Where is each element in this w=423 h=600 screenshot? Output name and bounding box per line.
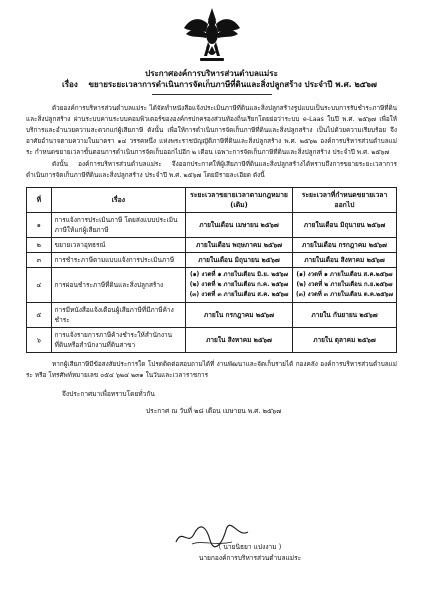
- dateline: ประกาศ ณ วันที่ ๒๘ เดือน เมษายน พ.ศ. ๒๕๖๗: [146, 407, 282, 415]
- garuda-emblem-icon: [180, 6, 244, 66]
- row-no: ๑: [27, 213, 52, 238]
- row-law: ภายใน กรกฎาคม ๒๕๖๗: [186, 303, 293, 328]
- header-law: ระยะเวลาขยายเวลาตามกฎหมาย (เดิม): [186, 188, 293, 213]
- table-row: [27, 303, 397, 328]
- announcement-subject: [62, 79, 397, 90]
- header-item: เรื่อง: [51, 188, 185, 213]
- row-extended: ภายในเดือน มิถุนายน ๒๕๖๗: [292, 213, 396, 238]
- row-item: การแจ้งการประเมินภาษี โดยส่งแบบประเมินภาษีให้แก่ผู้เสียภาษี: [51, 213, 185, 238]
- title-divider: [152, 94, 272, 95]
- subject-label: เรื่อง: [62, 80, 78, 89]
- announce-line: จึงประกาศมาเพื่อทราบโดยทั่วกัน: [62, 390, 155, 398]
- row-no: ๕: [27, 303, 52, 328]
- body-paragraph-2: ดังนั้น องค์การบริหารส่วนตำบลแม่ระ จึงออกประกาศให้ผู้เสียภาษีที่ดินและสิ่งปลูกสร้างได้ทราบถึงการขยายระยะเวลาการดำเนินการจัดเก็บภาษีที่ดินและสิ่งปลูกสร้าง ประจำปี พ.ศ. ๒๕๖๗ โดยมีรายละเอียด ดังนี้: [26, 160, 397, 179]
- row-item: การผ่อนชำระภาษีที่ดินและสิ่งปลูกสร้าง: [51, 268, 185, 303]
- table-row: [27, 238, 397, 253]
- extended-installment-1: (๑) งวดที่ ๑ ภายในเดือน ส.ค.๒๕๖๗: [296, 271, 393, 278]
- row-no: ๒: [27, 238, 52, 253]
- row-extended: ภายใน กันยายน ๒๕๖๗: [292, 303, 396, 328]
- row-extended: ภายใน ตุลาคม ๒๕๖๗: [292, 328, 396, 353]
- row-no: ๓: [27, 253, 52, 268]
- row-law: ภายในเดือน เมษายน ๒๕๖๗: [186, 213, 293, 238]
- body-paragraph-1: ด้วยองค์การบริหารส่วนตำบลแม่ระ ได้จัดทำหนังสือแจ้งประเมินภาษีที่ดินและสิ่งปลูกสร้างรูปแบบเป็นระบบการรับชำระภาษีที่ดินและสิ่งปลูกสร้าง ผ่านระบบคานระบบคอมพิวเตอร์ขององค์กรปกครองส่วนท้องถิ่นเรียกโดยย่อว่าระบบ e-Laas ในปี พ.ศ. ๒๕๖๗ เพื่อให้บริการและอำนวยความสะดวกแก่ผู้เสียภาษี ดังนั้น เพื่อให้การดำเนินการจัดเก็บภาษีที่ดินและสิ่งปลูกสร้าง เป็นไปด้วยความเรียบร้อย จึงอาศัยอำนาจตามความในมาตรา ๑๔ วรรคหนึ่ง แห่งพระราชบัญญัติภาษีที่ดินและสิ่งปลูกสร้าง พ.ศ. ๒๕๖๒ องค์การบริหารส่วนตำบลแม่ระ กำหนดขยายเวลาขั้นตอนการดำเนินการจัดเก็บออกไปอีก ๒ เดือน เฉพาะการจัดเก็บภาษีที่ดินและสิ่งปลูกสร้าง ประจำปี พ.ศ. ๒๕๖๗: [26, 104, 397, 156]
- row-extended: ภายในเดือน กรกฎาคม ๒๕๖๗: [292, 238, 396, 253]
- extended-installment-2: (๒) งวดที่ ๒ ภายในเดือน ก.ย.๒๕๖๗: [296, 281, 393, 288]
- row-law: ภายใน สิงหาคม ๒๕๖๗: [186, 328, 293, 353]
- row-extended: ภายในเดือน สิงหาคม ๒๕๖๗: [292, 253, 396, 268]
- row-no: ๔: [27, 268, 52, 303]
- table-row: [27, 328, 397, 353]
- row-extended-installments: [292, 268, 396, 303]
- signer-position: นายกองค์การบริหารส่วนตำบลแม่ระ: [198, 554, 302, 562]
- subject-text: ขยายระยะเวลาการดำเนินการจัดเก็บภาษีที่ดินและสิ่งปลูกสร้าง ประจำปี พ.ศ. ๒๕๖๗: [88, 80, 377, 89]
- schedule-table: [26, 187, 397, 353]
- header-no: ที่: [27, 188, 52, 213]
- table-row: [27, 268, 397, 303]
- table-header-row: [27, 188, 397, 213]
- announcement-title: ประกาศองค์การบริหารส่วนตำบลแม่ระ: [145, 69, 278, 78]
- table-row: [27, 253, 397, 268]
- extended-installment-3: (๓) งวดที่ ๓ ภายในเดือน ต.ค.๒๕๖๗: [295, 291, 393, 298]
- table-row: [27, 213, 397, 238]
- header-extended: ระยะเวลาที่กำหนดขยายเวลาออกไป: [292, 188, 396, 213]
- law-installment-3: (๓) งวดที่ ๓ ภายในเดือน ส.ค. ๒๕๖๗: [189, 291, 289, 298]
- signer-name: ( นายนิธยา แปงงาม ): [218, 543, 282, 551]
- row-law: ภายในเดือน พฤษภาคม ๒๕๖๗: [186, 238, 293, 253]
- law-installment-1: (๑) งวดที่ ๑ ภายในเดือน มิ.ย. ๒๕๖๗: [189, 271, 289, 278]
- row-item: การชำระภาษีตามแบบแจ้งการประเมินภาษี: [51, 253, 185, 268]
- row-item: การแจ้งรายการภาษีค้างชำระให้สำนักงานที่ดินหรือสำนักงานที่ดินสาขา: [51, 328, 185, 353]
- row-item: ขยายเวลาอุทธรณ์: [51, 238, 185, 253]
- row-law: ภายในเดือน มิถุนายน ๒๕๖๗: [186, 253, 293, 268]
- closing-paragraph: หากผู้เสียภาษีมีข้อสงสัยประการใด โปรดติดต่อสอบถามได้ที่ งานพัฒนาและจัดเก็บรายได้ กองคลัง องค์การบริหารส่วนตำบลแม่ระ หรือ โทรศัพท์หมายเลข ๐๕๔ ๖๒๔ ๒๓๑ ในวันและเวลาราชการ: [26, 360, 397, 379]
- row-law-installments: [186, 268, 293, 303]
- row-no: ๖: [27, 328, 52, 353]
- law-installment-2: (๒) งวดที่ ๒ ภายในเดือน ก.ค. ๒๕๖๗: [189, 281, 289, 288]
- signature-block: [150, 542, 350, 564]
- row-item: การมีหนังสือแจ้งเตือนผู้เสียภาษีที่มีภาษีค้างชำระ: [51, 303, 185, 328]
